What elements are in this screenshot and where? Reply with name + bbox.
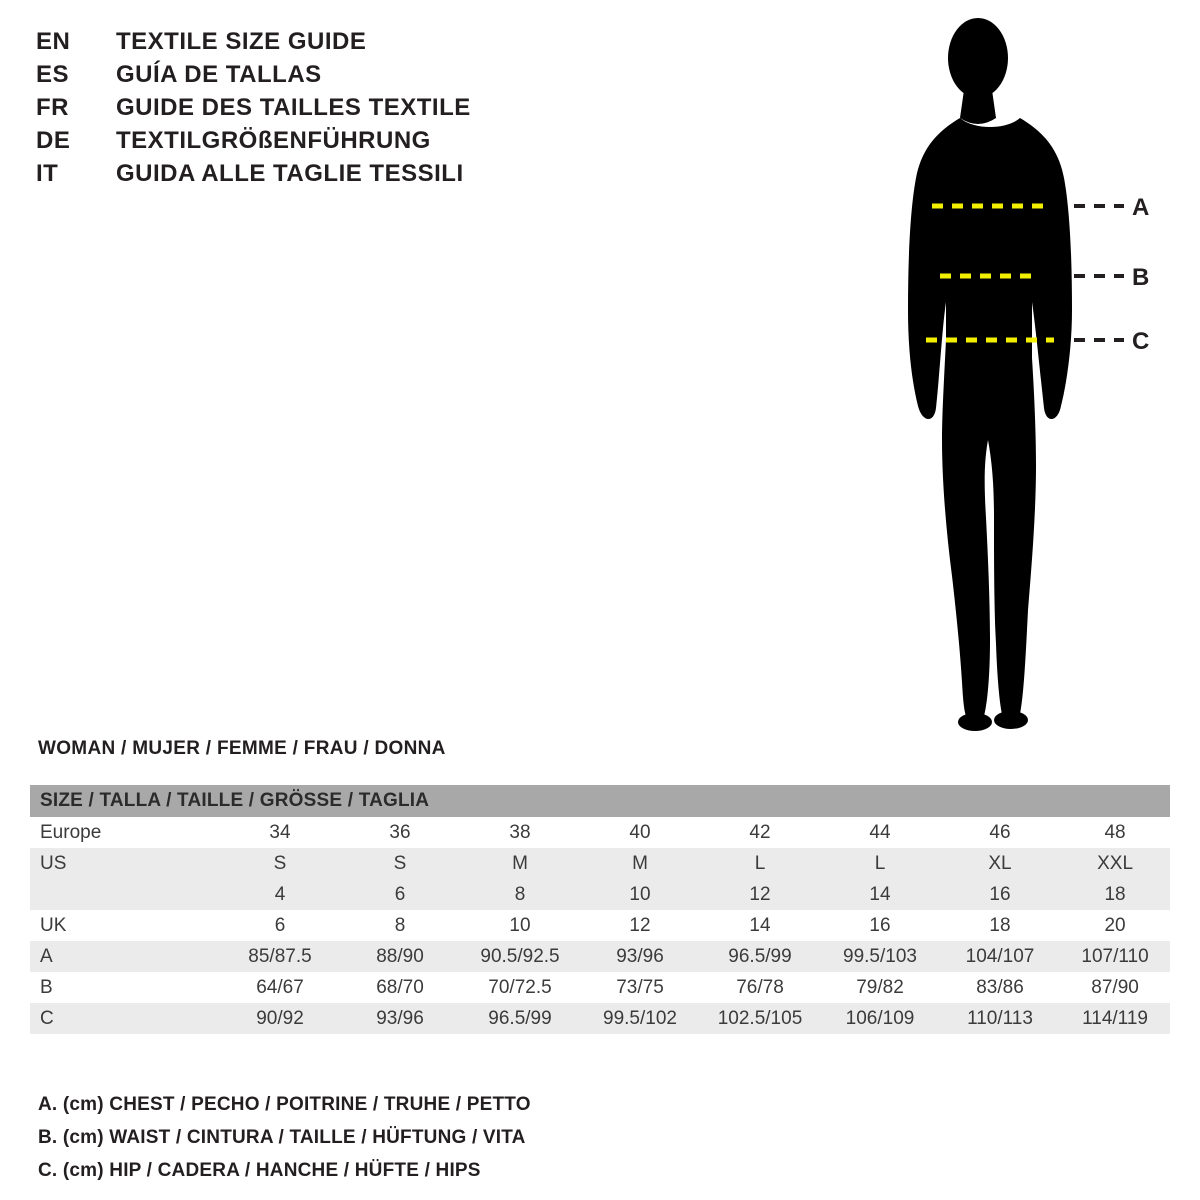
table-cell: M <box>580 848 700 879</box>
table-cell: L <box>820 848 940 879</box>
language-code: FR <box>36 94 69 121</box>
measure-marker-c: C <box>1132 328 1150 355</box>
table-cell: 88/90 <box>340 941 460 972</box>
table-cell: 90/92 <box>220 1003 340 1034</box>
table-row <box>30 817 1170 848</box>
table-cell: 6 <box>220 910 340 941</box>
table-cell: 18 <box>940 910 1060 941</box>
table-row <box>30 848 1170 879</box>
table-cell: 79/82 <box>820 972 940 1003</box>
table-cell: 70/72.5 <box>460 972 580 1003</box>
language-row <box>36 28 676 61</box>
table-cell: 16 <box>940 879 1060 910</box>
table-cell: 107/110 <box>1060 941 1170 972</box>
table-cell: 20 <box>1060 910 1170 941</box>
table-cell: 76/78 <box>700 972 820 1003</box>
table-cell: 110/113 <box>940 1003 1060 1034</box>
table-cell: 73/75 <box>580 972 700 1003</box>
table-cell: 93/96 <box>580 941 700 972</box>
table-cell: 114/119 <box>1060 1003 1170 1034</box>
body-figure <box>860 10 1190 750</box>
legend-item-c: C. (cm) HIP / CADERA / HANCHE / HÜFTE / HIPS <box>38 1160 481 1181</box>
language-row <box>36 94 676 127</box>
table-cell: 8 <box>340 910 460 941</box>
table-row <box>30 879 1170 910</box>
row-label <box>30 879 220 910</box>
language-code: IT <box>36 160 59 187</box>
table-cell: S <box>340 848 460 879</box>
group-label: WOMAN / MUJER / FEMME / FRAU / DONNA <box>38 738 446 759</box>
table-cell: 99.5/102 <box>580 1003 700 1034</box>
table-cell: XXL <box>1060 848 1170 879</box>
language-title: GUIDA ALLE TAGLIE TESSILI <box>116 160 464 187</box>
table-cell: 48 <box>1060 817 1170 848</box>
language-row <box>36 160 676 193</box>
measurement-legend <box>38 1088 938 1187</box>
row-label: A <box>30 941 220 972</box>
table-cell: 96.5/99 <box>460 1003 580 1034</box>
language-title: TEXTILE SIZE GUIDE <box>116 28 367 55</box>
table-header-label: SIZE / TALLA / TAILLE / GRÖSSE / TAGLIA <box>30 785 1170 817</box>
row-label: UK <box>30 910 220 941</box>
language-code: EN <box>36 28 71 55</box>
row-label: C <box>30 1003 220 1034</box>
language-title: GUÍA DE TALLAS <box>116 61 322 88</box>
row-label: US <box>30 848 220 879</box>
size-table <box>30 785 1170 1034</box>
language-row <box>36 127 676 160</box>
table-cell: 12 <box>700 879 820 910</box>
table-cell: 102.5/105 <box>700 1003 820 1034</box>
table-cell: 68/70 <box>340 972 460 1003</box>
table-cell: S <box>220 848 340 879</box>
size-table-container <box>30 785 1170 1034</box>
table-cell: L <box>700 848 820 879</box>
table-cell: 6 <box>340 879 460 910</box>
table-cell: XL <box>940 848 1060 879</box>
table-cell: 40 <box>580 817 700 848</box>
table-cell: 93/96 <box>340 1003 460 1034</box>
table-cell: 8 <box>460 879 580 910</box>
table-cell: 12 <box>580 910 700 941</box>
table-cell: 87/90 <box>1060 972 1170 1003</box>
table-cell: 34 <box>220 817 340 848</box>
female-silhouette-icon <box>860 10 1190 750</box>
table-cell: 96.5/99 <box>700 941 820 972</box>
row-label: B <box>30 972 220 1003</box>
table-cell: 90.5/92.5 <box>460 941 580 972</box>
table-cell: 104/107 <box>940 941 1060 972</box>
language-title-list <box>36 28 676 193</box>
table-row <box>30 972 1170 1003</box>
table-cell: 106/109 <box>820 1003 940 1034</box>
language-code: ES <box>36 61 70 88</box>
table-cell: 83/86 <box>940 972 1060 1003</box>
language-code: DE <box>36 127 71 154</box>
legend-item-a: A. (cm) CHEST / PECHO / POITRINE / TRUHE / PETTO <box>38 1094 531 1115</box>
table-cell: 18 <box>1060 879 1170 910</box>
measure-marker-b: B <box>1132 264 1150 291</box>
table-row <box>30 941 1170 972</box>
language-row <box>36 61 676 94</box>
row-label: Europe <box>30 817 220 848</box>
language-title: TEXTILGRÖßENFÜHRUNG <box>116 127 431 154</box>
table-cell: 38 <box>460 817 580 848</box>
table-cell: 99.5/103 <box>820 941 940 972</box>
table-header-row <box>30 785 1170 817</box>
legend-item-b: B. (cm) WAIST / CINTURA / TAILLE / HÜFTUNG / VITA <box>38 1127 526 1148</box>
table-cell: 44 <box>820 817 940 848</box>
table-cell: 85/87.5 <box>220 941 340 972</box>
language-title: GUIDE DES TAILLES TEXTILE <box>116 94 471 121</box>
table-cell: 42 <box>700 817 820 848</box>
table-cell: 14 <box>820 879 940 910</box>
table-cell: 36 <box>340 817 460 848</box>
table-row <box>30 910 1170 941</box>
table-cell: 46 <box>940 817 1060 848</box>
table-cell: 10 <box>580 879 700 910</box>
table-row <box>30 1003 1170 1034</box>
table-cell: 14 <box>700 910 820 941</box>
table-cell: 16 <box>820 910 940 941</box>
table-cell: M <box>460 848 580 879</box>
measure-marker-a: A <box>1132 194 1150 221</box>
table-cell: 64/67 <box>220 972 340 1003</box>
table-cell: 10 <box>460 910 580 941</box>
table-cell: 4 <box>220 879 340 910</box>
